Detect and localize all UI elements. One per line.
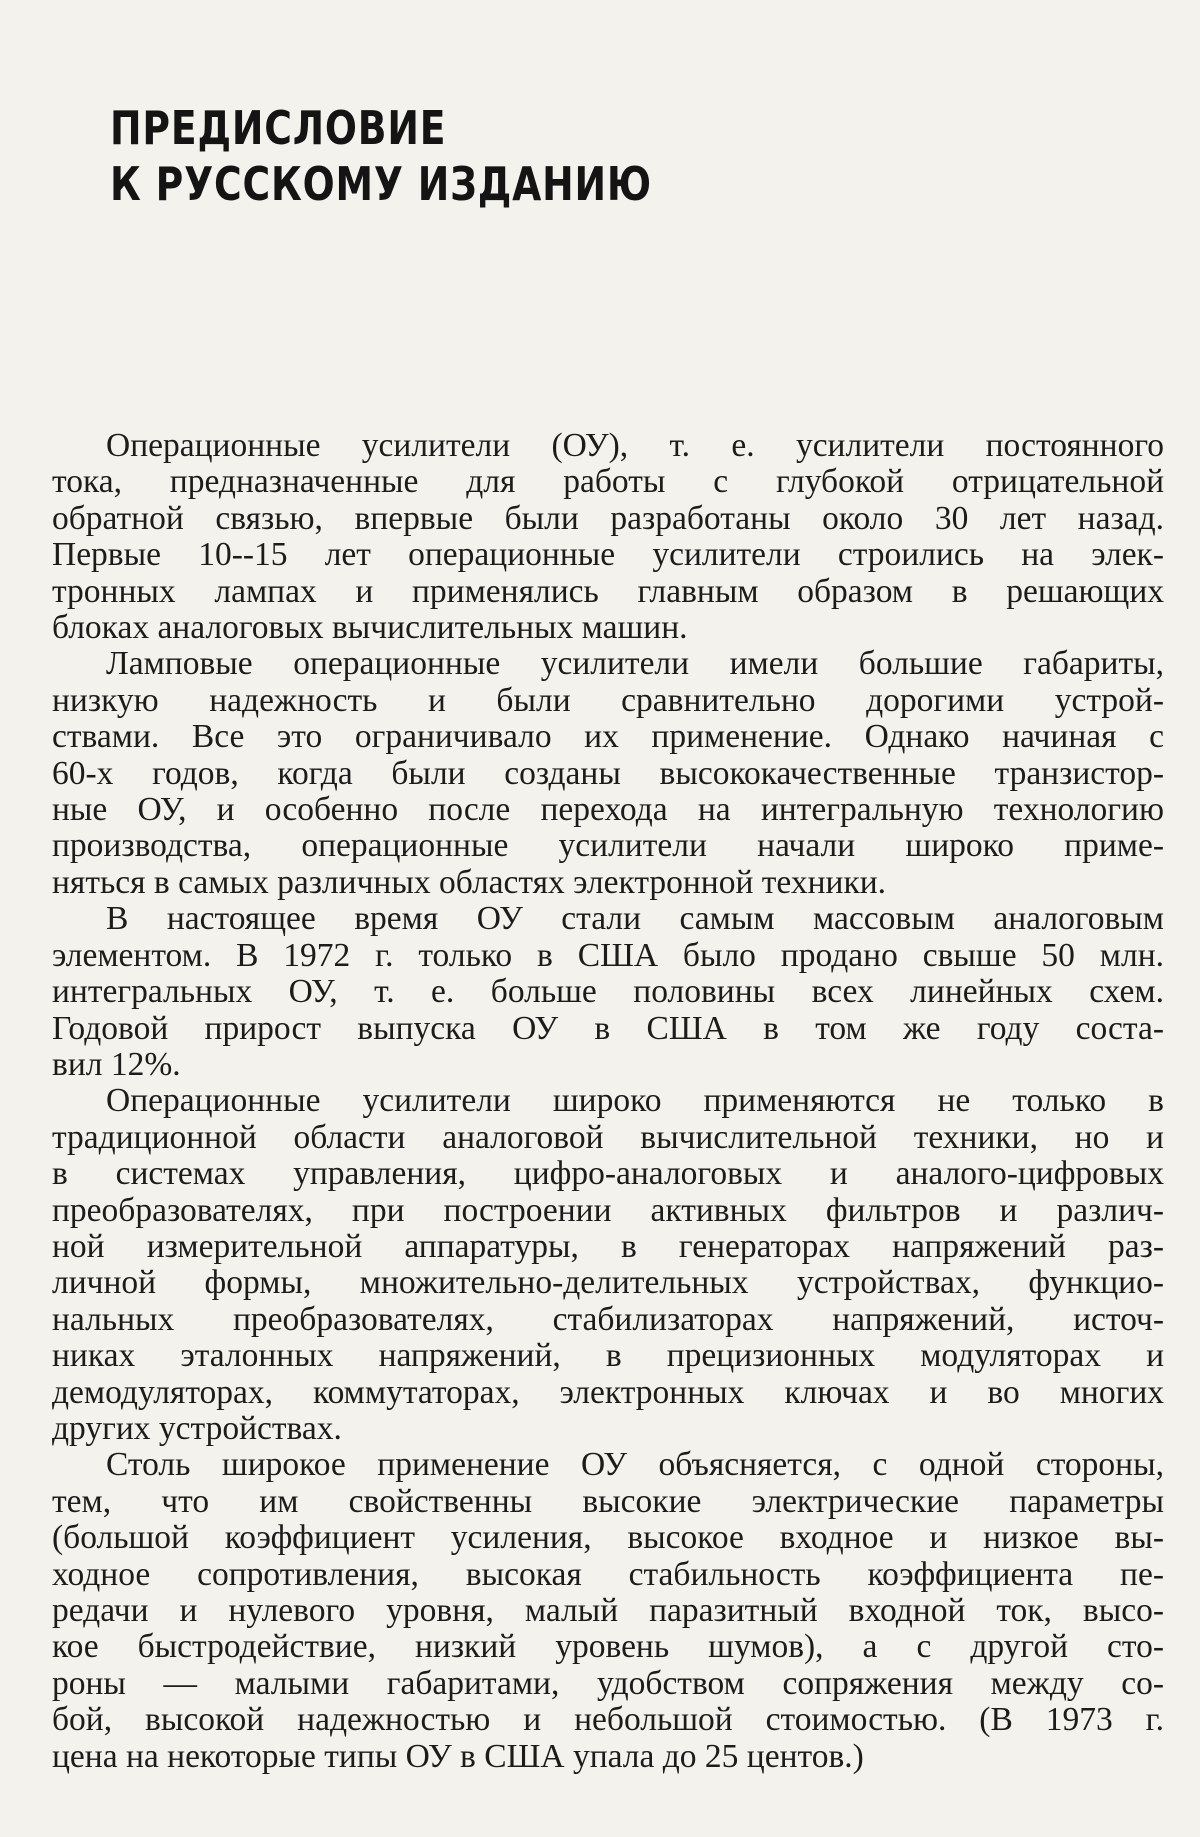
paragraph	[52, 428, 1164, 646]
paragraph	[52, 646, 1164, 901]
text-line: кое быстродействие, низкий уровень шумов), а с другой сто-	[52, 1628, 1164, 1666]
text-line: Первые 10--15 лет операционные усилители строились на элек-	[52, 536, 1164, 574]
text-line: других устройствах.	[52, 1409, 342, 1447]
text-line: тока, предназначенные для работы с глубокой отрицательной	[52, 463, 1164, 501]
paragraph	[52, 1083, 1164, 1447]
text-line: ходное сопротивления, высокая стабильность коэффициента пе-	[52, 1555, 1164, 1593]
text-line: няться в самых различных областях электронной техники.	[52, 863, 887, 901]
paragraph	[52, 901, 1164, 1083]
text-line: В настоящее время ОУ стали самым массовым аналоговым	[106, 900, 1164, 938]
heading-line: ПРЕДИСЛОВИЕ	[110, 101, 447, 155]
text-line: ной измерительной аппаратуры, в генераторах напряжений раз-	[52, 1227, 1164, 1265]
page-heading	[110, 100, 652, 212]
heading-line: К РУССКОМУ ИЗДАНИЮ	[110, 157, 653, 211]
text-line: тронных лампах и применялись главным образом в решающих	[52, 572, 1164, 610]
text-line: традиционной области аналоговой вычислительной техники, но и	[52, 1118, 1164, 1156]
text-line: элементом. В 1972 г. только в США было продано свыше 50 млн.	[52, 936, 1164, 974]
text-line: нальных преобразователях, стабилизаторах напряжений, источ-	[52, 1300, 1164, 1338]
text-line: вил 12%.	[52, 1045, 181, 1083]
text-line: никах эталонных напряжений, в прецизионных модуляторах и	[52, 1337, 1164, 1375]
text-line: демодуляторах, коммутаторах, электронных ключах и во многих	[52, 1373, 1164, 1411]
text-line: Операционные усилители (ОУ), т. е. усилители постоянного	[106, 427, 1164, 464]
text-line: 60-х годов, когда были созданы высококачественные транзистор-	[52, 754, 1164, 792]
text-line: преобразователях, при построении активных фильтров и различ-	[52, 1191, 1164, 1229]
text-line: Ламповые операционные усилители имели большие габариты,	[106, 645, 1164, 683]
text-line: Операционные усилители широко применяются не только в	[106, 1082, 1164, 1120]
text-line: низкую надежность и были сравнительно дорогими устрой-	[52, 681, 1164, 719]
text-line: ствами. Все это ограничивало их применение. Однако начиная с	[52, 718, 1164, 756]
text-line: Годовой прирост выпуска ОУ в США в том же году соста-	[52, 1009, 1164, 1047]
text-line: цена на некоторые типы ОУ в США упала до 25 центов.)	[52, 1737, 864, 1775]
text-line: (большой коэффициент усиления, высокое входное и низкое вы-	[52, 1519, 1164, 1557]
text-line: ные ОУ, и особенно после перехода на интегральную технологию	[52, 791, 1164, 829]
text-line: роны — малыми габаритами, удобством сопряжения между со-	[52, 1664, 1164, 1702]
text-line: интегральных ОУ, т. е. больше половины всех линейных схем.	[52, 973, 1164, 1011]
text-line: производства, операционные усилители начали широко приме-	[52, 827, 1164, 865]
text-line: в системах управления, цифро-аналоговых и аналого-цифровых	[52, 1155, 1164, 1193]
body-text	[52, 428, 1164, 1775]
text-line: тем, что им свойственны высокие электрические параметры	[52, 1482, 1164, 1520]
text-line: блоках аналоговых вычислительных машин.	[52, 609, 688, 647]
text-line: личной формы, множительно-делительных устройствах, функцио-	[52, 1264, 1164, 1302]
text-line: бой, высокой надежностью и небольшой стоимостью. (В 1973 г.	[52, 1701, 1164, 1739]
text-line: редачи и нулевого уровня, малый паразитный входной ток, высо-	[52, 1592, 1164, 1629]
paragraph	[52, 1447, 1164, 1775]
text-line: обратной связью, впервые были разработаны около 30 лет назад.	[52, 499, 1164, 537]
text-line: Столь широкое применение ОУ объясняется, с одной стороны,	[106, 1446, 1164, 1484]
